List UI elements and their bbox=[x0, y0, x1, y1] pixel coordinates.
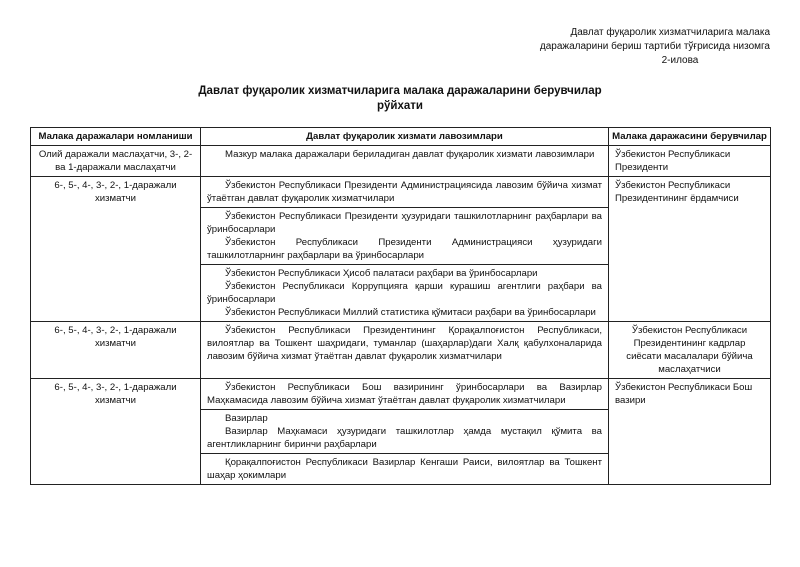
positions-cell bbox=[201, 146, 609, 177]
position-item: Ўзбекистон Республикаси Ҳисоб палатаси раҳбари ва ўринбосарлари bbox=[225, 268, 538, 279]
position-group bbox=[201, 146, 608, 163]
position-item: Мазкур малака даражалари бериладиган давлат фуқаролик хизмати лавозимлари bbox=[225, 149, 595, 160]
position-item: Вазирлар bbox=[225, 413, 268, 424]
annex-number: 2-илова bbox=[661, 55, 699, 66]
position-group bbox=[201, 322, 608, 365]
position-item: Вазирлар Маҳкамаси ҳузуридаги ташкилотлар ҳамда мустақил қўмита ва агентликларнинг биринчи раҳбарлари bbox=[207, 426, 602, 450]
table-row bbox=[31, 146, 771, 177]
rank-cell: 6-, 5-, 4-, 3-, 2-, 1-даражали хизматчи bbox=[31, 322, 201, 379]
positions-cell bbox=[201, 322, 609, 379]
title-line-1: Давлат фуқаролик хизматчиларига малака даражаларини берувчилар bbox=[198, 85, 602, 97]
table-row bbox=[31, 379, 771, 485]
header-positions: Давлат фуқаролик хизмати лавозимлари bbox=[201, 128, 609, 146]
grantor-cell: Ўзбекистон Республикаси Президентининг ёрдамчиси bbox=[609, 177, 771, 322]
position-item: Ўзбекистон Республикаси Миллий статистика қўмитаси раҳбари ва ўринбосарлари bbox=[225, 307, 596, 318]
position-group bbox=[201, 207, 608, 264]
annex-line-2: даражаларини бериш тартиби тўғрисида низомга bbox=[539, 41, 770, 52]
position-group bbox=[201, 453, 608, 484]
header-grantor: Малака даражасини берувчилар bbox=[609, 128, 771, 146]
table-row bbox=[31, 322, 771, 379]
rank-cell: Олий даражали маслаҳатчи, 3-, 2- ва 1-даражали маслаҳатчи bbox=[31, 146, 201, 177]
position-group bbox=[201, 409, 608, 453]
positions-cell bbox=[201, 177, 609, 322]
position-item: Ўзбекистон Республикаси Президенти Администрациясида лавозим бўйича хизмат ўтаётган давлат фуқаролик хизматчилари bbox=[207, 180, 602, 204]
position-group bbox=[201, 264, 608, 321]
position-item: Қорақалпоғистон Республикаси Вазирлар Кенгаши Раиси, вилоятлар ва Тошкент шаҳар ҳокимлари bbox=[207, 457, 602, 481]
annex-note bbox=[500, 26, 770, 68]
positions-cell bbox=[201, 379, 609, 485]
table-row bbox=[31, 177, 771, 322]
header-rank: Малака даражалари номланиши bbox=[31, 128, 201, 146]
grantors-table bbox=[30, 127, 771, 485]
rank-cell: 6-, 5-, 4-, 3-, 2-, 1-даражали хизматчи bbox=[31, 177, 201, 322]
position-item: Ўзбекистон Республикаси Президенти Администрацияси ҳузуридаги ташкилотларнинг раҳбарлари ва ўринбосарлари bbox=[207, 237, 602, 261]
position-group bbox=[201, 379, 608, 409]
rank-cell: 6-, 5-, 4-, 3-, 2-, 1-даражали хизматчи bbox=[31, 379, 201, 485]
table-header-row bbox=[31, 128, 771, 146]
grantor-cell: Ўзбекистон Республикаси Президенти bbox=[609, 146, 771, 177]
grantor-cell: Ўзбекистон Республикаси Президентининг кадрлар сиёсати масалалари бўйича маслаҳатчиси bbox=[609, 322, 771, 379]
grantor-cell: Ўзбекистон Республикаси Бош вазири bbox=[609, 379, 771, 485]
position-item: Ўзбекистон Республикаси Коррупцияга қарши курашиш агентлиги раҳбари ва ўринбосарлари bbox=[207, 281, 602, 305]
position-item: Ўзбекистон Республикаси Президентининг Қорақалпоғистон Республикаси, вилоятлар ва Тошкент шаҳридаги, туманлар (шаҳарлар)даги Халқ қабулхоналарида лавозим бўйича хизмат ўтаётган давлат фуқаролик хизматчилари bbox=[207, 325, 602, 362]
title-line-2: рўйхати bbox=[377, 100, 423, 112]
position-item: Ўзбекистон Республикаси Бош вазирининг ўринбосарлари ва Вазирлар Маҳкамасида лавозим бўйича хизмат ўтаётган давлат фуқаролик хизматчилари bbox=[207, 382, 602, 406]
annex-line-1: Давлат фуқаролик хизматчиларига малака bbox=[570, 27, 770, 38]
document-title bbox=[0, 84, 800, 114]
position-group bbox=[201, 177, 608, 207]
position-item: Ўзбекистон Республикаси Президенти ҳузуридаги ташкилотларнинг раҳбарлари ва ўринбосарлари bbox=[207, 211, 602, 235]
